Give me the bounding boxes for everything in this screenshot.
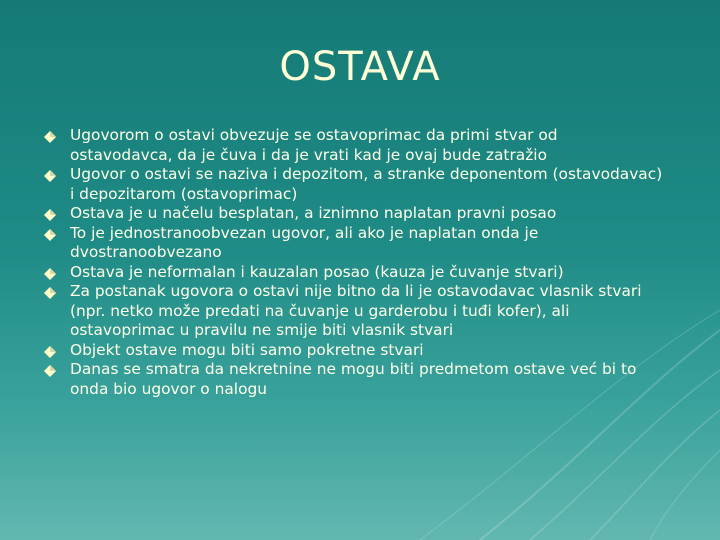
list-item <box>44 282 664 341</box>
list-item <box>44 341 664 361</box>
diamond-bullet-icon <box>44 287 56 299</box>
list-item <box>44 263 664 283</box>
bullet-list <box>44 126 664 399</box>
bullet-text: To je jednostranoobvezan ugovor, ali ako je naplatan onda je dvostranoobvezano <box>70 223 539 261</box>
diamond-bullet-icon <box>44 209 56 221</box>
bullet-text: Danas se smatra da nekretnine ne mogu biti predmetom ostave već bi to onda bio ugovor o nalogu <box>70 360 637 398</box>
diamond-bullet-icon <box>44 131 56 143</box>
diamond-bullet-icon <box>44 365 56 377</box>
list-item <box>44 204 664 224</box>
bullet-text: Ugovorom o ostavi obvezuje se ostavoprimac da primi stvar od ostavodavca, da je čuva i da je vrati kad je ovaj bude zatražio <box>70 126 558 164</box>
diamond-bullet-icon <box>44 346 56 358</box>
diamond-bullet-icon <box>44 268 56 280</box>
diamond-bullet-icon <box>44 229 56 241</box>
slide-title: OSTAVA <box>279 44 441 90</box>
bullet-text: Ugovor o ostavi se naziva i depozitom, a stranke deponentom (ostavodavac) i depozitarom (ostavoprimac) <box>70 165 663 203</box>
list-item <box>44 165 664 204</box>
bullet-text: Ostava je neformalan i kauzalan posao (kauza je čuvanje stvari) <box>70 262 564 281</box>
bullet-text: Objekt ostave mogu biti samo pokretne stvari <box>70 340 424 359</box>
bullet-text: Ostava je u načelu besplatan, a iznimno naplatan pravni posao <box>70 204 557 222</box>
bullet-text: Za postanak ugovora o ostavi nije bitno da li je ostavodavac vlasnik stvari (npr. netko može predati na čuvanje u garderobu i tuđi kofer), ali ostavoprimac u pravilu ne smije biti vlasnik stvari <box>70 282 642 339</box>
list-item <box>44 126 664 165</box>
list-item <box>44 224 664 263</box>
diamond-bullet-icon <box>44 170 56 182</box>
list-item <box>44 360 664 399</box>
